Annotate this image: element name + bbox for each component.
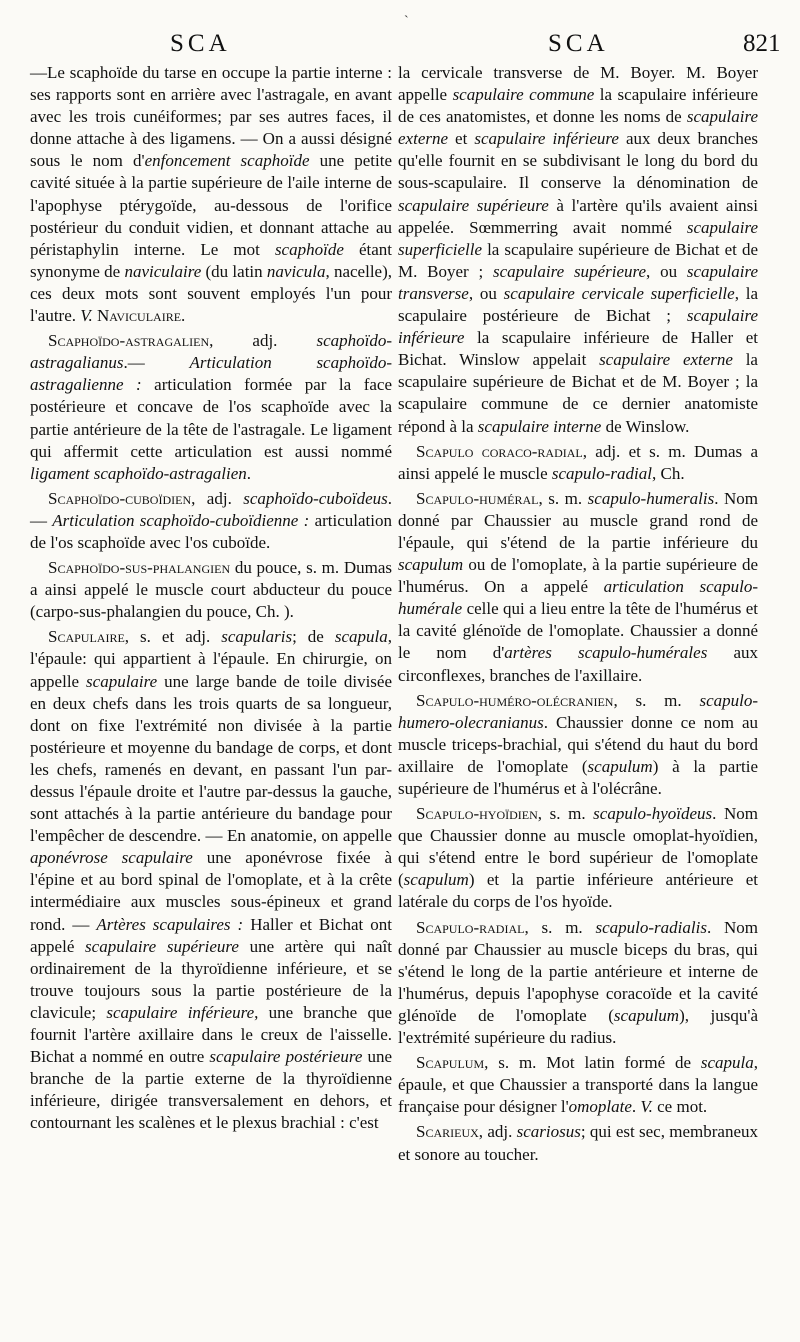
italic-term: scapulo-hyoïdeus <box>593 804 713 824</box>
italic-term: scaphoïdo-cuboïdeus <box>243 488 388 508</box>
italic-term: scaphoïdo-astragalianus <box>30 331 392 373</box>
italic-term: scariosus <box>516 1122 581 1142</box>
italic-term: scapulo-radial <box>551 463 652 483</box>
running-head-right: SCA <box>548 30 609 57</box>
entry-text: une large bande de toile divisée en deux chefs dans les trois quarts de sa longueur, dont on fixe l'extrémité non divisée à la partie postérieure et moyenne du bandage de corps, et dont les chefs, ramenés en devant, en passant l'un par-dessus l'épaule droite et l'autre par-dessus la gauche, sont attachés à la partie antérieure du bandage pour l'empêcher de descendre. — En anatomie, on appelle <box>30 671 393 846</box>
entry-text: une petite cavité située à la partie supérieure de l'aile interne de l'apophyse ptérygoïde, au-dessous de l'orifice postérieur du conduit vidien, et donnant attache au péristaphylin interne. Le mot <box>30 151 392 259</box>
entry-text: . Nom donné par Chaussier au muscle grand rond de l'épaule, qui s'étend de la partie inférieure du <box>398 488 759 552</box>
dictionary-entry <box>398 690 758 800</box>
entry-text: , Ch. <box>652 463 685 483</box>
entry-headword: Scapulo coraco-radial <box>416 441 583 461</box>
italic-term: scapulum <box>398 555 464 575</box>
italic-term: V. <box>640 1097 653 1117</box>
entry-text: , s. m. <box>538 488 588 508</box>
print-speck: ˋ <box>404 14 409 29</box>
entry-text: étant synonyme de <box>30 239 392 281</box>
entry-text: , épaule, et que Chaussier a transporté dans la langue française pour désigner l' <box>398 1053 758 1117</box>
dictionary-entry <box>30 62 392 327</box>
entry-text: . Nom donné par Chaussier au muscle biceps du bras, qui s'étend le long de la partie antérieure et interne de l'humérus, depuis l'apophyse coracoïde et la cavité glénoïde de l'omoplate ( <box>398 917 758 1025</box>
entry-text: . Chaussier donne ce nom au muscle triceps-brachial, qui s'étend du haut du bord axillaire de l'omoplate ( <box>398 712 758 776</box>
entry-text: , adj. <box>209 331 317 351</box>
italic-term: scapulaire supérieure <box>398 195 549 215</box>
entry-text: une aponévrose fixée à l'épine et au bord spinal de l'omoplate, et à la crête intermédiaire aux muscles sous-épineux et grand rond. — <box>30 848 393 934</box>
italic-term: scapulum <box>587 756 653 776</box>
italic-term: scapulaire cervicale superficielle <box>503 283 735 303</box>
entry-text: , adj. et s. m. Dumas a ainsi appelé le muscle <box>398 441 758 483</box>
italic-term: Articulation scaphoïdo-astragalienne : <box>30 353 392 395</box>
dictionary-entry <box>398 441 758 485</box>
entry-headword: Scaphoïdo-astragalien <box>48 331 210 351</box>
italic-term: scapulaire inférieure <box>398 306 758 348</box>
entry-text: , s. et adj. <box>124 627 222 647</box>
entry-text: articulation formée par la face postérieure et concave de l'os scaphoïde avec la partie antérieure de la tête de l'astragale. Le ligament qui affermit cette articulation est aussi nommé <box>30 375 392 461</box>
entry-text: , adj. <box>191 488 244 508</box>
italic-term: enfoncement scaphoïde <box>144 151 310 171</box>
italic-term: aponévrose scapulaire <box>30 848 193 868</box>
italic-term: V. <box>80 306 93 326</box>
italic-term: scaphoïde <box>274 239 344 259</box>
italic-term: scapulo-humeralis <box>587 488 715 508</box>
italic-term: navicula <box>266 261 326 281</box>
entry-text: , s. m. <box>524 917 596 937</box>
entry-text: de Winslow. <box>601 416 690 436</box>
italic-term: scapulaire supérieure <box>493 261 647 281</box>
italic-term: scapulaire inférieure <box>474 129 619 149</box>
entry-text: , la scapulaire postérieure de Bichat ; <box>398 283 758 326</box>
italic-term: scapula <box>700 1053 754 1073</box>
entry-text: , nacelle), ces deux mots sont souvent employés l'un pour l'autre. <box>30 261 392 326</box>
italic-term: scapula <box>334 627 388 647</box>
dictionary-entry <box>30 626 392 1134</box>
italic-term: scapulaire inférieure <box>106 1002 255 1022</box>
entry-text: , ou <box>646 261 687 281</box>
entry-text: , s. m. Mot latin formé de <box>484 1053 701 1073</box>
italic-term: scapulo-humero-olecranianus <box>398 690 758 732</box>
entry-text: . Nom que Chaussier donne au muscle omoplat-hyoïdien, qui s'étend entre le bord supérieur de l'omoplate ( <box>398 804 759 890</box>
entry-headword: Scapulo-radial <box>416 917 525 937</box>
entry-text: la scapulaire supérieure de Bichat et de M. Boyer ; la scapulaire commune de ce dernier anatomiste répond à la <box>398 350 758 436</box>
entry-text: ; de <box>292 627 335 647</box>
dictionary-entry <box>30 557 392 623</box>
entry-text: la scapulaire inférieure de Haller et Bichat. Winslow appelait <box>398 328 758 370</box>
entry-text: Haller et Bichat ont appelé <box>30 914 392 956</box>
italic-term: scapulaire postérieure <box>209 1047 363 1067</box>
running-head-left: SCA <box>170 30 231 57</box>
italic-term: scapulum <box>613 1005 680 1025</box>
entry-text: la cervicale transverse de M. Boyer. M. Boyer appelle <box>398 63 758 105</box>
italic-term: naviculaire <box>124 261 202 281</box>
italic-term: scapulo-radialis <box>595 917 707 937</box>
entry-text: aux circonflexes, branches de l'axillaire. <box>398 643 758 685</box>
entry-headword: Scapulo-hyoïdien <box>416 804 538 824</box>
italic-term: scapulaire superficielle <box>398 217 758 259</box>
entry-text: la scapulaire supérieure de Bichat et de M. Boyer ; <box>398 239 758 281</box>
dictionary-entry <box>398 803 758 913</box>
entry-text: , adj. <box>478 1122 517 1142</box>
dictionary-entry <box>398 1121 758 1165</box>
entry-text: articulation de l'os scaphoïde avec l'os cuboïde. <box>30 510 392 552</box>
entry-headword: Naviculaire <box>96 306 182 326</box>
italic-term: articulation scapulo-humérale <box>398 577 758 619</box>
entry-text: , l'épaule: qui appartient à l'épaule. En chirurgie, on appelle <box>30 627 392 691</box>
dictionary-entry <box>30 330 392 485</box>
italic-term: Artères scapulaires : <box>96 914 244 934</box>
entry-headword: Scapulo-huméro-olécranien <box>416 690 614 710</box>
italic-term: artères scapulo-humérales <box>504 643 708 663</box>
italic-term: scapulaire supérieure <box>85 936 239 956</box>
entry-text: . — <box>30 488 392 530</box>
entry-text: ; qui est sec, membraneux et sonore au toucher. <box>398 1122 758 1164</box>
italic-term: scapulaire transverse <box>398 261 759 303</box>
entry-text: . <box>246 463 251 483</box>
italic-term: scapulaire <box>86 671 158 691</box>
page-number: 821 <box>743 30 781 57</box>
entry-text: , une branche que fournit l'artère axillaire dans le creux de l'aisselle. Bichat a nommé en outre <box>30 1002 393 1067</box>
entry-text: ce mot. <box>652 1097 708 1117</box>
entry-text: à l'artère qu'ils avaient ainsi appelée. Sœmmerring avait nommé <box>398 195 759 237</box>
entry-text: , s. m. <box>613 690 700 710</box>
entry-text: ou de l'omoplate, à la partie supérieure de l'humérus. On a appelé <box>398 555 758 597</box>
entry-text: une artère qui naît ordinairement de la thyroïdienne inférieure, et se trouve toujours sous la partie postérieure de la clavicule; <box>30 936 392 1022</box>
entry-text: la scapulaire inférieure de ces anatomistes, et donne les noms de <box>398 85 758 127</box>
entry-text: —Le scaphoïde du tarse en occupe la partie interne : ses rapports sont en arrière avec l'astragale, en avant avec les trois cunéiformes; par ses autres faces, il donne attache à des ligamens. — On a aussi désigné sous le nom d' <box>30 63 392 171</box>
entry-text: , ou <box>468 283 504 303</box>
entry-headword: Scapulum <box>416 1053 485 1073</box>
italic-term: omoplate <box>568 1097 632 1117</box>
dictionary-entry <box>30 488 392 554</box>
entry-text: aux deux branches qu'elle fournit en se subdivisant le long du bord du sous-scapulaire. Il conserve la dénomination de <box>398 129 758 193</box>
dictionary-entry <box>398 917 758 1050</box>
entry-headword: Scapulaire <box>48 627 125 647</box>
entry-text: . <box>631 1097 641 1117</box>
entry-text: (du latin <box>201 261 267 281</box>
entry-headword: Scapulo-huméral <box>416 488 539 508</box>
entry-text: . <box>181 306 186 326</box>
entry-headword: Scaphoïdo-cuboïdien <box>48 488 192 508</box>
dictionary-entry <box>398 1052 758 1118</box>
italic-term: ligament scaphoïdo-astragalien <box>30 463 247 483</box>
right-column <box>398 62 758 1169</box>
dictionary-entry <box>398 488 758 687</box>
entry-text: , s. m. <box>537 804 594 824</box>
italic-term: scapulaire interne <box>477 416 602 436</box>
entry-headword: Scarieux <box>416 1122 479 1142</box>
italic-term: Articulation scaphoïdo-cuboïdienne : <box>52 510 310 530</box>
italic-term: scapulaire externe <box>398 107 758 149</box>
left-column <box>30 62 392 1138</box>
entry-text: celle qui a lieu entre la tête de l'humérus et la cavité glénoïde de l'omoplate. Chaussier a donné le nom d' <box>398 599 758 663</box>
italic-term: scapularis <box>221 627 293 647</box>
italic-term: scapulaire externe <box>599 350 733 370</box>
entry-text: ), jusqu'à l'extrémité supérieure du radius. <box>398 1005 758 1048</box>
entry-text: ) à la partie supérieure de l'humérus et à l'olécrâne. <box>398 756 758 798</box>
dictionary-entry <box>398 62 758 438</box>
entry-text: du pouce, s. m. Dumas a ainsi appelé le muscle court abducteur du pouce (carpo-sus-phalangien du pouce, Ch. ). <box>30 558 392 622</box>
entry-headword: Scaphoïdo-sus-phalangien <box>48 558 231 578</box>
italic-term: scapulaire commune <box>452 85 595 105</box>
italic-term: scapulum <box>403 870 469 890</box>
page-header <box>0 22 800 62</box>
entry-text: .— <box>123 353 190 373</box>
entry-text: et <box>448 129 475 149</box>
entry-text: ) et la partie inférieure antérieure et latérale du corps de l'os hyoïde. <box>398 870 758 912</box>
entry-text: une branche de la partie externe de la thyroïdienne inférieure, dirigée transversalement en dehors, et contournant les scalènes et le plexus brachial : c'est <box>30 1047 393 1133</box>
